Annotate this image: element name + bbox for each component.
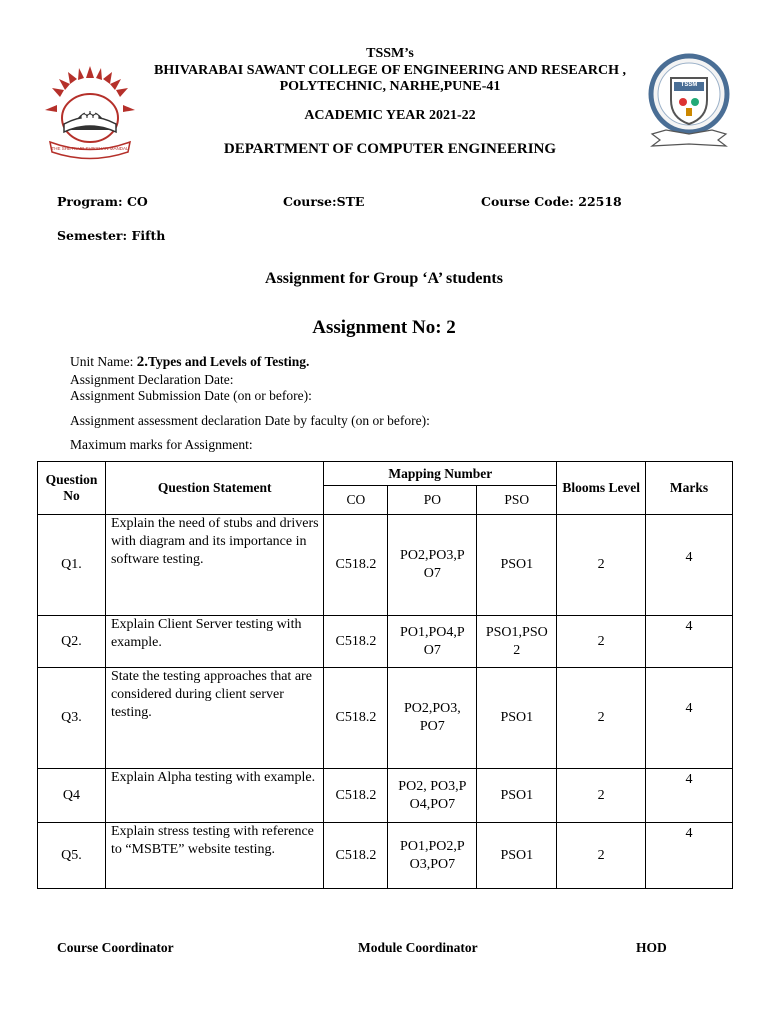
unit-number: 2. [136,354,148,370]
question-number: Q4 [38,769,106,823]
po-mapping-text: PO1,PO4,PO7 [400,624,465,658]
question-number: Q5. [38,823,106,889]
po-mapping [388,616,477,668]
question-number: Q3. [38,668,106,769]
marks-value: 4 [646,515,733,616]
question-statement: Explain stress testing with reference to “MSBTE” website testing. [105,823,324,889]
department-name: DEPARTMENT OF COMPUTER ENGINEERING [223,141,557,157]
module-coordinator-signature: Module Coordinator [358,940,478,955]
submission-date: Assignment Submission Date (on or before): [70,388,312,403]
po-mapping-text: PO1,PO2,PO3,PO7 [400,838,465,872]
header-blooms-level: Blooms Level [557,462,646,515]
academic-year: ACADEMIC YEAR 2021-22 [304,108,476,123]
pso-mapping [477,616,557,668]
unit-name: Types and Levels of Testing. [148,354,310,369]
header-marks: Marks [646,462,733,515]
po-mapping [388,515,477,616]
assessment-date: Assignment assessment declaration Date by faculty (on or before): [70,413,430,428]
co-mapping: C518.2 [324,515,388,616]
pso-mapping: PSO1 [477,668,557,769]
college-name-line1: BHIVARABAI SAWANT COLLEGE OF ENGINEERING AND RESEARCH , [154,63,626,78]
pso-mapping: PSO1 [477,769,557,823]
question-number: Q2. [38,616,106,668]
header-question-statement: Question Statement [105,462,324,515]
co-mapping: C518.2 [324,668,388,769]
question-statement: Explain the need of stubs and drivers with diagram and its importance in software testing. [105,515,324,616]
hod-signature: HOD [636,940,667,955]
maximum-marks: Maximum marks for Assignment: [70,437,253,452]
header-po: PO [388,486,477,515]
header-mapping-number: Mapping Number [324,462,557,486]
blooms-level: 2 [557,616,646,668]
table-row [38,668,733,769]
po-mapping-text: PO2,PO3,PO7 [400,548,465,581]
po-mapping [388,668,477,769]
pso-mapping: PSO1 [477,823,557,889]
semester-label: Semester: Fifth [57,228,166,243]
assignment-title: Assignment No: 2 [312,317,456,338]
college-name-line2: POLYTECHNIC, NARHE,PUNE-41 [279,79,501,94]
po-mapping [388,823,477,889]
question-statement: State the testing approaches that are considered during client server testing. [105,668,324,769]
tssm-shield-logo [646,52,732,154]
unit-label: Unit Name: [70,354,134,369]
course-code-label: Course Code: 22518 [481,194,622,209]
assignment-table [37,461,733,889]
emblem-ribbon-text: THE SHETKARI SHIKSHAN MANDAL [51,146,129,151]
program-label: Program: CO [57,194,148,209]
declaration-date: Assignment Declaration Date: [70,372,234,387]
course-coordinator-signature: Course Coordinator [57,940,174,955]
tssm-logo-text: TSSM [680,82,698,88]
table-row [38,515,733,616]
course-label: Course:STE [283,194,365,209]
question-number: Q1. [38,515,106,616]
po-mapping-text: PO2, PO3,PO4,PO7 [398,778,467,812]
marks-value: 4 [646,616,733,668]
co-mapping: C518.2 [324,616,388,668]
header-question-no: Question No [38,462,106,515]
header-pso: PSO [477,486,557,515]
header-co: CO [324,486,388,515]
college-emblem-logo [40,62,140,162]
group-title: Assignment for Group ‘A’ students [265,270,503,287]
blooms-level: 2 [557,515,646,616]
table-row [38,769,733,823]
pso-mapping-text: PSO1,PSO2 [485,624,548,658]
po-mapping [388,769,477,823]
pso-mapping: PSO1 [477,515,557,616]
table-row [38,616,733,668]
org-name: TSSM’s [366,46,414,61]
question-statement: Explain Client Server testing with example. [105,616,324,668]
marks-value: 4 [646,823,733,889]
table-row [38,823,733,889]
blooms-level: 2 [557,769,646,823]
blooms-level: 2 [557,823,646,889]
marks-value: 4 [646,769,733,823]
question-statement: Explain Alpha testing with example. [105,769,324,823]
blooms-level: 2 [557,668,646,769]
co-mapping: C518.2 [324,769,388,823]
co-mapping: C518.2 [324,823,388,889]
marks-value: 4 [646,668,733,769]
unit-name-line [70,354,309,370]
po-mapping-text: PO2,PO3, PO7 [403,701,461,734]
